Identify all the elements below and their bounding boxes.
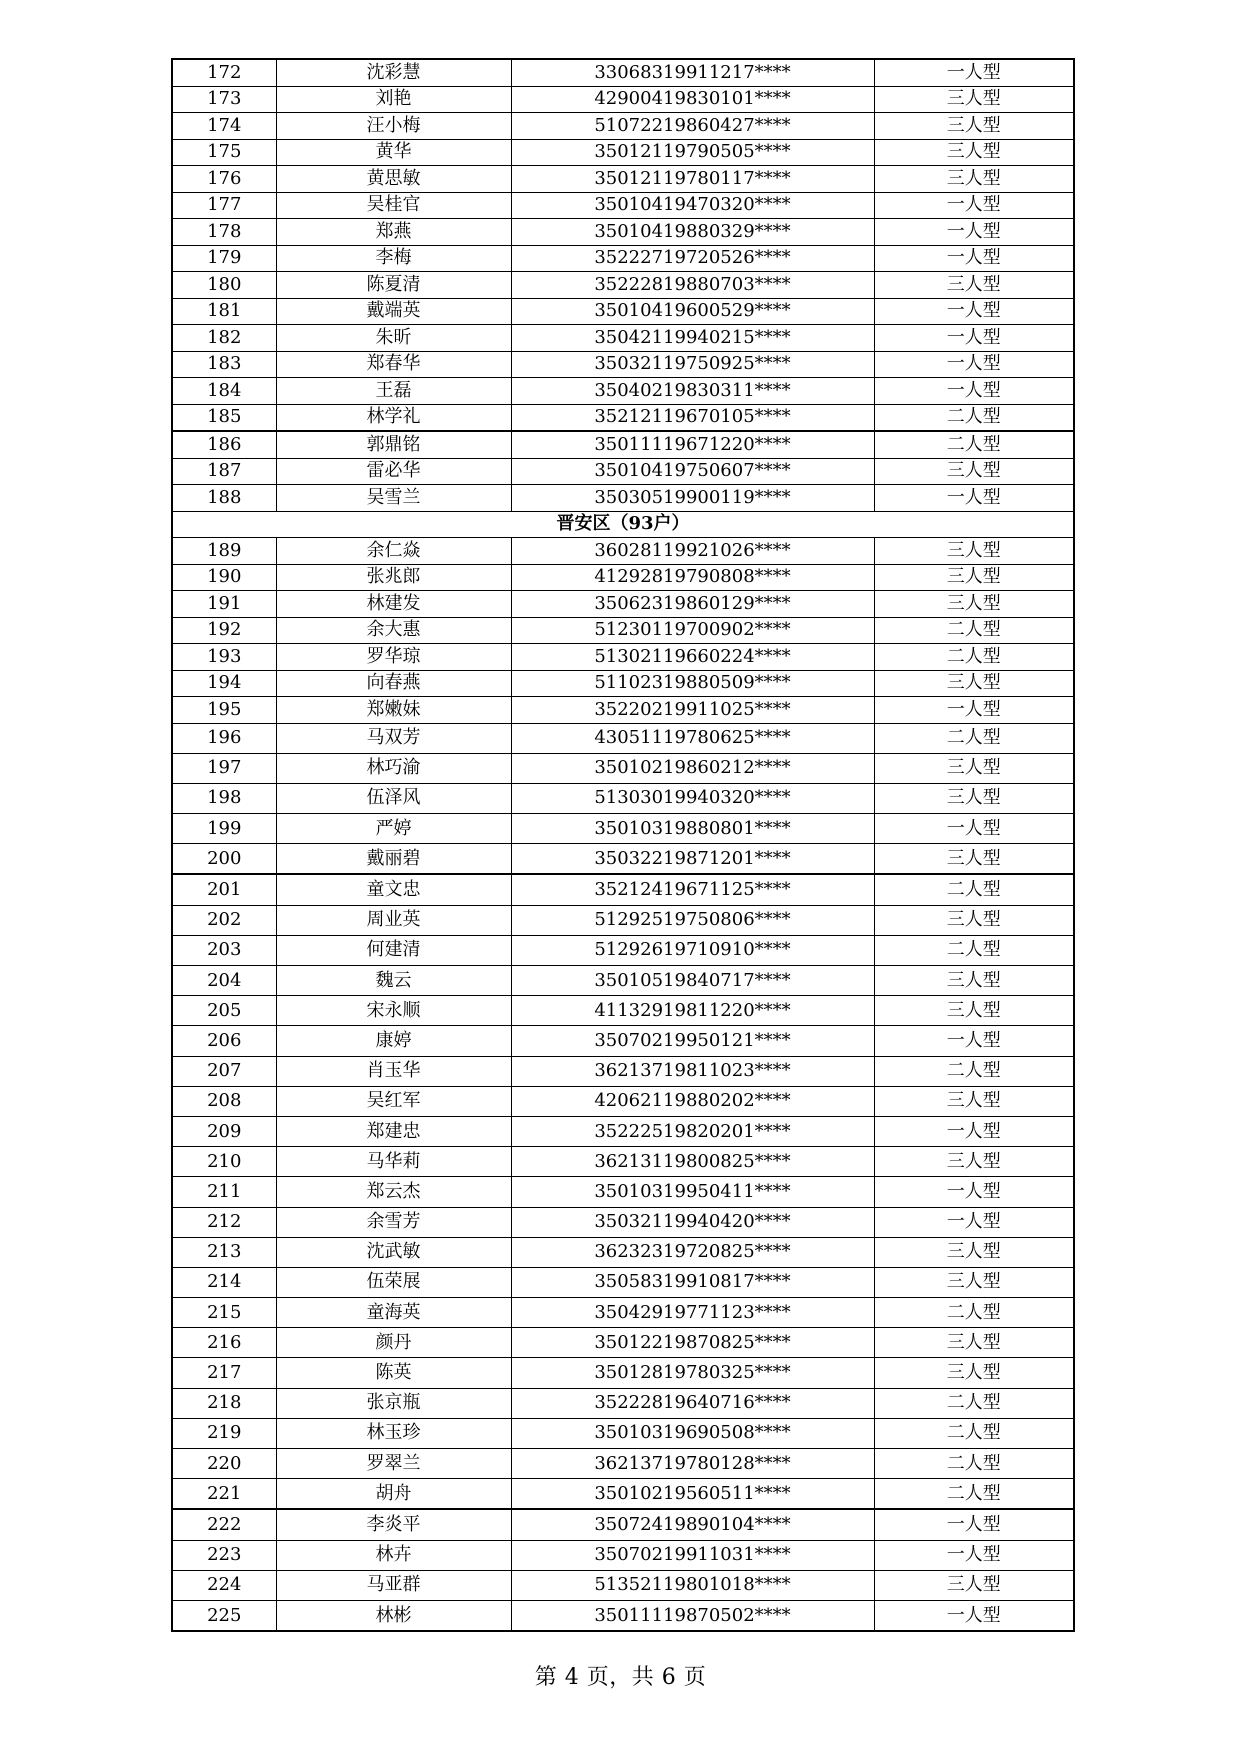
table-row bbox=[172, 1207, 1074, 1237]
id-number-cell: 35012119780117**** bbox=[511, 166, 874, 193]
serial-number-cell: 192 bbox=[172, 617, 276, 644]
table-row bbox=[172, 272, 1074, 299]
table-row bbox=[172, 351, 1074, 378]
name-cell: 吴雪兰 bbox=[276, 485, 511, 512]
table-row bbox=[172, 1026, 1074, 1056]
name-cell: 林卉 bbox=[276, 1540, 511, 1570]
housing-type-cell: 三人型 bbox=[874, 1086, 1074, 1116]
name-cell: 李炎平 bbox=[276, 1509, 511, 1540]
name-cell: 沈彩慧 bbox=[276, 59, 511, 86]
table-row bbox=[172, 1418, 1074, 1448]
table-row bbox=[172, 404, 1074, 431]
serial-number-cell: 185 bbox=[172, 404, 276, 431]
id-number-cell: 41292819790808**** bbox=[511, 564, 874, 591]
name-cell: 汪小梅 bbox=[276, 113, 511, 140]
id-number-cell: 35042919771123**** bbox=[511, 1298, 874, 1328]
serial-number-cell: 204 bbox=[172, 966, 276, 996]
table-row bbox=[172, 814, 1074, 844]
housing-type-cell: 三人型 bbox=[874, 670, 1074, 697]
serial-number-cell: 183 bbox=[172, 351, 276, 378]
id-number-cell: 35032119750925**** bbox=[511, 351, 874, 378]
table-row bbox=[172, 935, 1074, 965]
housing-type-cell: 二人型 bbox=[874, 431, 1074, 458]
table-row bbox=[172, 166, 1074, 193]
serial-number-cell: 182 bbox=[172, 325, 276, 352]
table-row bbox=[172, 485, 1074, 512]
table-row bbox=[172, 905, 1074, 935]
housing-type-cell: 三人型 bbox=[874, 139, 1074, 166]
name-cell: 林彬 bbox=[276, 1600, 511, 1631]
table-row bbox=[172, 644, 1074, 671]
table-row bbox=[172, 1147, 1074, 1177]
name-cell: 伍泽风 bbox=[276, 783, 511, 813]
table-row bbox=[172, 458, 1074, 485]
name-cell: 朱昕 bbox=[276, 325, 511, 352]
table-row bbox=[172, 1540, 1074, 1570]
serial-number-cell: 209 bbox=[172, 1116, 276, 1146]
table-row bbox=[172, 1570, 1074, 1600]
id-number-cell: 35212119670105**** bbox=[511, 404, 874, 431]
name-cell: 伍荣展 bbox=[276, 1267, 511, 1297]
housing-type-cell: 一人型 bbox=[874, 59, 1074, 86]
housing-type-cell: 三人型 bbox=[874, 272, 1074, 299]
serial-number-cell: 186 bbox=[172, 431, 276, 458]
housing-type-cell: 三人型 bbox=[874, 564, 1074, 591]
name-cell: 戴端英 bbox=[276, 298, 511, 325]
name-cell: 沈武敏 bbox=[276, 1237, 511, 1267]
name-cell: 魏云 bbox=[276, 966, 511, 996]
id-number-cell: 36028119921026**** bbox=[511, 538, 874, 565]
id-number-cell: 35222519820201**** bbox=[511, 1116, 874, 1146]
id-number-cell: 35072419890104**** bbox=[511, 1509, 874, 1540]
serial-number-cell: 216 bbox=[172, 1328, 276, 1358]
serial-number-cell: 187 bbox=[172, 458, 276, 485]
id-number-cell: 36213119800825**** bbox=[511, 1147, 874, 1177]
name-cell: 林建发 bbox=[276, 591, 511, 618]
housing-type-cell: 二人型 bbox=[874, 1298, 1074, 1328]
name-cell: 康婷 bbox=[276, 1026, 511, 1056]
name-cell: 张京瓶 bbox=[276, 1388, 511, 1418]
table-row bbox=[172, 874, 1074, 905]
id-number-cell: 43051119780625**** bbox=[511, 723, 874, 753]
table-row bbox=[172, 59, 1074, 86]
name-cell: 郑云杰 bbox=[276, 1177, 511, 1207]
table-row bbox=[172, 844, 1074, 875]
name-cell: 郑建忠 bbox=[276, 1116, 511, 1146]
id-number-cell: 35010319880801**** bbox=[511, 814, 874, 844]
id-number-cell: 35010419750607**** bbox=[511, 458, 874, 485]
serial-number-cell: 179 bbox=[172, 245, 276, 272]
serial-number-cell: 188 bbox=[172, 485, 276, 512]
table-row bbox=[172, 1509, 1074, 1540]
id-number-cell: 42062119880202**** bbox=[511, 1086, 874, 1116]
id-number-cell: 51302119660224**** bbox=[511, 644, 874, 671]
housing-type-cell: 二人型 bbox=[874, 1418, 1074, 1448]
page-number-footer: 第 4 页，共 6 页 bbox=[534, 1665, 707, 1690]
table-row bbox=[172, 113, 1074, 140]
id-number-cell: 51072219860427**** bbox=[511, 113, 874, 140]
housing-type-cell: 一人型 bbox=[874, 351, 1074, 378]
table-body bbox=[172, 59, 1074, 1631]
id-number-cell: 51102319880509**** bbox=[511, 670, 874, 697]
housing-type-cell: 三人型 bbox=[874, 783, 1074, 813]
id-number-cell: 35010419600529**** bbox=[511, 298, 874, 325]
id-number-cell: 36232319720825**** bbox=[511, 1237, 874, 1267]
name-cell: 马双芳 bbox=[276, 723, 511, 753]
serial-number-cell: 206 bbox=[172, 1026, 276, 1056]
name-cell: 陈夏清 bbox=[276, 272, 511, 299]
housing-type-cell: 三人型 bbox=[874, 996, 1074, 1026]
name-cell: 刘艳 bbox=[276, 86, 511, 113]
district-section-label: 晋安区（93户） bbox=[172, 511, 1074, 538]
table-row bbox=[172, 139, 1074, 166]
housing-type-cell: 三人型 bbox=[874, 538, 1074, 565]
id-number-cell: 35222719720526**** bbox=[511, 245, 874, 272]
table-row bbox=[172, 753, 1074, 783]
name-cell: 马亚群 bbox=[276, 1570, 511, 1600]
housing-type-cell: 三人型 bbox=[874, 1328, 1074, 1358]
name-cell: 马华莉 bbox=[276, 1147, 511, 1177]
serial-number-cell: 222 bbox=[172, 1509, 276, 1540]
housing-type-cell: 二人型 bbox=[874, 1056, 1074, 1086]
name-cell: 童文忠 bbox=[276, 874, 511, 905]
housing-type-cell: 三人型 bbox=[874, 1570, 1074, 1600]
serial-number-cell: 213 bbox=[172, 1237, 276, 1267]
id-number-cell: 35222819640716**** bbox=[511, 1388, 874, 1418]
id-number-cell: 35030519900119**** bbox=[511, 485, 874, 512]
id-number-cell: 35010419470320**** bbox=[511, 192, 874, 219]
name-cell: 郑燕 bbox=[276, 219, 511, 246]
name-cell: 林玉珍 bbox=[276, 1418, 511, 1448]
serial-number-cell: 211 bbox=[172, 1177, 276, 1207]
table-row bbox=[172, 1600, 1074, 1631]
id-number-cell: 35011119671220**** bbox=[511, 431, 874, 458]
name-cell: 罗翠兰 bbox=[276, 1449, 511, 1479]
serial-number-cell: 214 bbox=[172, 1267, 276, 1297]
housing-type-cell: 三人型 bbox=[874, 458, 1074, 485]
serial-number-cell: 200 bbox=[172, 844, 276, 875]
serial-number-cell: 180 bbox=[172, 272, 276, 299]
id-number-cell: 35058319910817**** bbox=[511, 1267, 874, 1297]
name-cell: 余仁焱 bbox=[276, 538, 511, 565]
table-row bbox=[172, 966, 1074, 996]
serial-number-cell: 196 bbox=[172, 723, 276, 753]
serial-number-cell: 173 bbox=[172, 86, 276, 113]
id-number-cell: 35040219830311**** bbox=[511, 378, 874, 405]
serial-number-cell: 201 bbox=[172, 874, 276, 905]
table-row bbox=[172, 996, 1074, 1026]
housing-type-cell: 二人型 bbox=[874, 1449, 1074, 1479]
housing-type-cell: 一人型 bbox=[874, 378, 1074, 405]
id-number-cell: 35222819880703**** bbox=[511, 272, 874, 299]
name-cell: 余大惠 bbox=[276, 617, 511, 644]
housing-type-cell: 三人型 bbox=[874, 753, 1074, 783]
housing-type-cell: 二人型 bbox=[874, 644, 1074, 671]
table-row bbox=[172, 1177, 1074, 1207]
table-row bbox=[172, 1449, 1074, 1479]
name-cell: 林学礼 bbox=[276, 404, 511, 431]
table-row bbox=[172, 723, 1074, 753]
name-cell: 罗华琼 bbox=[276, 644, 511, 671]
serial-number-cell: 225 bbox=[172, 1600, 276, 1631]
id-number-cell: 36213719780128**** bbox=[511, 1449, 874, 1479]
name-cell: 郑春华 bbox=[276, 351, 511, 378]
name-cell: 郭鼎铭 bbox=[276, 431, 511, 458]
table-row bbox=[172, 783, 1074, 813]
id-number-cell: 35010419880329**** bbox=[511, 219, 874, 246]
table-row bbox=[172, 86, 1074, 113]
id-number-cell: 35032219871201**** bbox=[511, 844, 874, 875]
name-cell: 肖玉华 bbox=[276, 1056, 511, 1086]
id-number-cell: 35062319860129**** bbox=[511, 591, 874, 618]
table-row bbox=[172, 670, 1074, 697]
serial-number-cell: 220 bbox=[172, 1449, 276, 1479]
name-cell: 宋永顺 bbox=[276, 996, 511, 1026]
serial-number-cell: 205 bbox=[172, 996, 276, 1026]
id-number-cell: 51230119700902**** bbox=[511, 617, 874, 644]
housing-type-cell: 一人型 bbox=[874, 1540, 1074, 1570]
table-row bbox=[172, 1479, 1074, 1510]
serial-number-cell: 219 bbox=[172, 1418, 276, 1448]
name-cell: 陈英 bbox=[276, 1358, 511, 1388]
housing-type-cell: 三人型 bbox=[874, 1358, 1074, 1388]
name-cell: 李梅 bbox=[276, 245, 511, 272]
serial-number-cell: 174 bbox=[172, 113, 276, 140]
serial-number-cell: 202 bbox=[172, 905, 276, 935]
housing-type-cell: 二人型 bbox=[874, 1388, 1074, 1418]
table-row bbox=[172, 591, 1074, 618]
housing-type-cell: 一人型 bbox=[874, 245, 1074, 272]
housing-type-cell: 三人型 bbox=[874, 966, 1074, 996]
table-row bbox=[172, 1116, 1074, 1146]
table-row bbox=[172, 1388, 1074, 1418]
serial-number-cell: 212 bbox=[172, 1207, 276, 1237]
serial-number-cell: 215 bbox=[172, 1298, 276, 1328]
name-cell: 余雪芳 bbox=[276, 1207, 511, 1237]
id-number-cell: 35032119940420**** bbox=[511, 1207, 874, 1237]
housing-type-cell: 一人型 bbox=[874, 485, 1074, 512]
table-row bbox=[172, 1086, 1074, 1116]
serial-number-cell: 172 bbox=[172, 59, 276, 86]
name-cell: 黄思敏 bbox=[276, 166, 511, 193]
name-cell: 林巧渝 bbox=[276, 753, 511, 783]
housing-type-cell: 一人型 bbox=[874, 814, 1074, 844]
table-row bbox=[172, 697, 1074, 724]
name-cell: 何建清 bbox=[276, 935, 511, 965]
name-cell: 郑嫩妹 bbox=[276, 697, 511, 724]
housing-type-cell: 一人型 bbox=[874, 219, 1074, 246]
serial-number-cell: 184 bbox=[172, 378, 276, 405]
serial-number-cell: 224 bbox=[172, 1570, 276, 1600]
id-number-cell: 35010319950411**** bbox=[511, 1177, 874, 1207]
table-row bbox=[172, 1056, 1074, 1086]
name-cell: 黄华 bbox=[276, 139, 511, 166]
serial-number-cell: 195 bbox=[172, 697, 276, 724]
table-row bbox=[172, 564, 1074, 591]
serial-number-cell: 178 bbox=[172, 219, 276, 246]
table-row bbox=[172, 1328, 1074, 1358]
housing-type-cell: 三人型 bbox=[874, 591, 1074, 618]
serial-number-cell: 176 bbox=[172, 166, 276, 193]
housing-type-cell: 三人型 bbox=[874, 1147, 1074, 1177]
serial-number-cell: 177 bbox=[172, 192, 276, 219]
housing-type-cell: 一人型 bbox=[874, 1116, 1074, 1146]
serial-number-cell: 197 bbox=[172, 753, 276, 783]
serial-number-cell: 175 bbox=[172, 139, 276, 166]
table-row bbox=[172, 538, 1074, 565]
name-cell: 严婷 bbox=[276, 814, 511, 844]
id-number-cell: 35011119870502**** bbox=[511, 1600, 874, 1631]
table-row bbox=[172, 431, 1074, 458]
housing-type-cell: 二人型 bbox=[874, 617, 1074, 644]
housing-type-cell: 二人型 bbox=[874, 874, 1074, 905]
table-row bbox=[172, 325, 1074, 352]
id-number-cell: 35220219911025**** bbox=[511, 697, 874, 724]
name-cell: 童海英 bbox=[276, 1298, 511, 1328]
housing-type-cell: 一人型 bbox=[874, 1177, 1074, 1207]
housing-type-cell: 一人型 bbox=[874, 697, 1074, 724]
serial-number-cell: 217 bbox=[172, 1358, 276, 1388]
serial-number-cell: 194 bbox=[172, 670, 276, 697]
housing-type-cell: 一人型 bbox=[874, 1600, 1074, 1631]
id-number-cell: 51303019940320**** bbox=[511, 783, 874, 813]
name-cell: 王磊 bbox=[276, 378, 511, 405]
name-cell: 吴桂官 bbox=[276, 192, 511, 219]
table-row bbox=[172, 1358, 1074, 1388]
name-cell: 吴红军 bbox=[276, 1086, 511, 1116]
name-cell: 戴丽碧 bbox=[276, 844, 511, 875]
serial-number-cell: 223 bbox=[172, 1540, 276, 1570]
serial-number-cell: 203 bbox=[172, 935, 276, 965]
id-number-cell: 35010219560511**** bbox=[511, 1479, 874, 1510]
housing-type-cell: 三人型 bbox=[874, 113, 1074, 140]
household-list-table bbox=[171, 58, 1075, 1632]
name-cell: 颜丹 bbox=[276, 1328, 511, 1358]
name-cell: 胡舟 bbox=[276, 1479, 511, 1510]
id-number-cell: 51292519750806**** bbox=[511, 905, 874, 935]
table-row bbox=[172, 1237, 1074, 1267]
id-number-cell: 36213719811023**** bbox=[511, 1056, 874, 1086]
table-row bbox=[172, 617, 1074, 644]
district-section-row bbox=[172, 511, 1074, 538]
id-number-cell: 35212419671125**** bbox=[511, 874, 874, 905]
housing-type-cell: 二人型 bbox=[874, 404, 1074, 431]
id-number-cell: 35010519840717**** bbox=[511, 966, 874, 996]
serial-number-cell: 191 bbox=[172, 591, 276, 618]
housing-type-cell: 三人型 bbox=[874, 844, 1074, 875]
housing-type-cell: 三人型 bbox=[874, 905, 1074, 935]
housing-type-cell: 三人型 bbox=[874, 1237, 1074, 1267]
id-number-cell: 35010319690508**** bbox=[511, 1418, 874, 1448]
id-number-cell: 51292619710910**** bbox=[511, 935, 874, 965]
housing-type-cell: 一人型 bbox=[874, 192, 1074, 219]
name-cell: 周业英 bbox=[276, 905, 511, 935]
serial-number-cell: 221 bbox=[172, 1479, 276, 1510]
serial-number-cell: 198 bbox=[172, 783, 276, 813]
id-number-cell: 35042119940215**** bbox=[511, 325, 874, 352]
id-number-cell: 35012119790505**** bbox=[511, 139, 874, 166]
serial-number-cell: 218 bbox=[172, 1388, 276, 1418]
name-cell: 向春燕 bbox=[276, 670, 511, 697]
id-number-cell: 41132919811220**** bbox=[511, 996, 874, 1026]
housing-type-cell: 一人型 bbox=[874, 325, 1074, 352]
housing-type-cell: 一人型 bbox=[874, 1509, 1074, 1540]
serial-number-cell: 189 bbox=[172, 538, 276, 565]
housing-type-cell: 二人型 bbox=[874, 935, 1074, 965]
table-row bbox=[172, 219, 1074, 246]
housing-type-cell: 三人型 bbox=[874, 166, 1074, 193]
housing-type-cell: 一人型 bbox=[874, 298, 1074, 325]
housing-type-cell: 二人型 bbox=[874, 723, 1074, 753]
serial-number-cell: 181 bbox=[172, 298, 276, 325]
id-number-cell: 42900419830101**** bbox=[511, 86, 874, 113]
id-number-cell: 35012219870825**** bbox=[511, 1328, 874, 1358]
housing-type-cell: 一人型 bbox=[874, 1207, 1074, 1237]
name-cell: 张兆郎 bbox=[276, 564, 511, 591]
table-row bbox=[172, 298, 1074, 325]
table-row bbox=[172, 192, 1074, 219]
table-row bbox=[172, 1298, 1074, 1328]
id-number-cell: 33068319911217**** bbox=[511, 59, 874, 86]
housing-type-cell: 三人型 bbox=[874, 1267, 1074, 1297]
id-number-cell: 51352119801018**** bbox=[511, 1570, 874, 1600]
serial-number-cell: 208 bbox=[172, 1086, 276, 1116]
table-row bbox=[172, 245, 1074, 272]
name-cell: 雷必华 bbox=[276, 458, 511, 485]
table-row bbox=[172, 1267, 1074, 1297]
serial-number-cell: 207 bbox=[172, 1056, 276, 1086]
id-number-cell: 35070219950121**** bbox=[511, 1026, 874, 1056]
id-number-cell: 35010219860212**** bbox=[511, 753, 874, 783]
housing-type-cell: 一人型 bbox=[874, 1026, 1074, 1056]
housing-type-cell: 三人型 bbox=[874, 86, 1074, 113]
serial-number-cell: 190 bbox=[172, 564, 276, 591]
serial-number-cell: 193 bbox=[172, 644, 276, 671]
serial-number-cell: 199 bbox=[172, 814, 276, 844]
housing-type-cell: 二人型 bbox=[874, 1479, 1074, 1510]
id-number-cell: 35012819780325**** bbox=[511, 1358, 874, 1388]
serial-number-cell: 210 bbox=[172, 1147, 276, 1177]
table-row bbox=[172, 378, 1074, 405]
id-number-cell: 35070219911031**** bbox=[511, 1540, 874, 1570]
